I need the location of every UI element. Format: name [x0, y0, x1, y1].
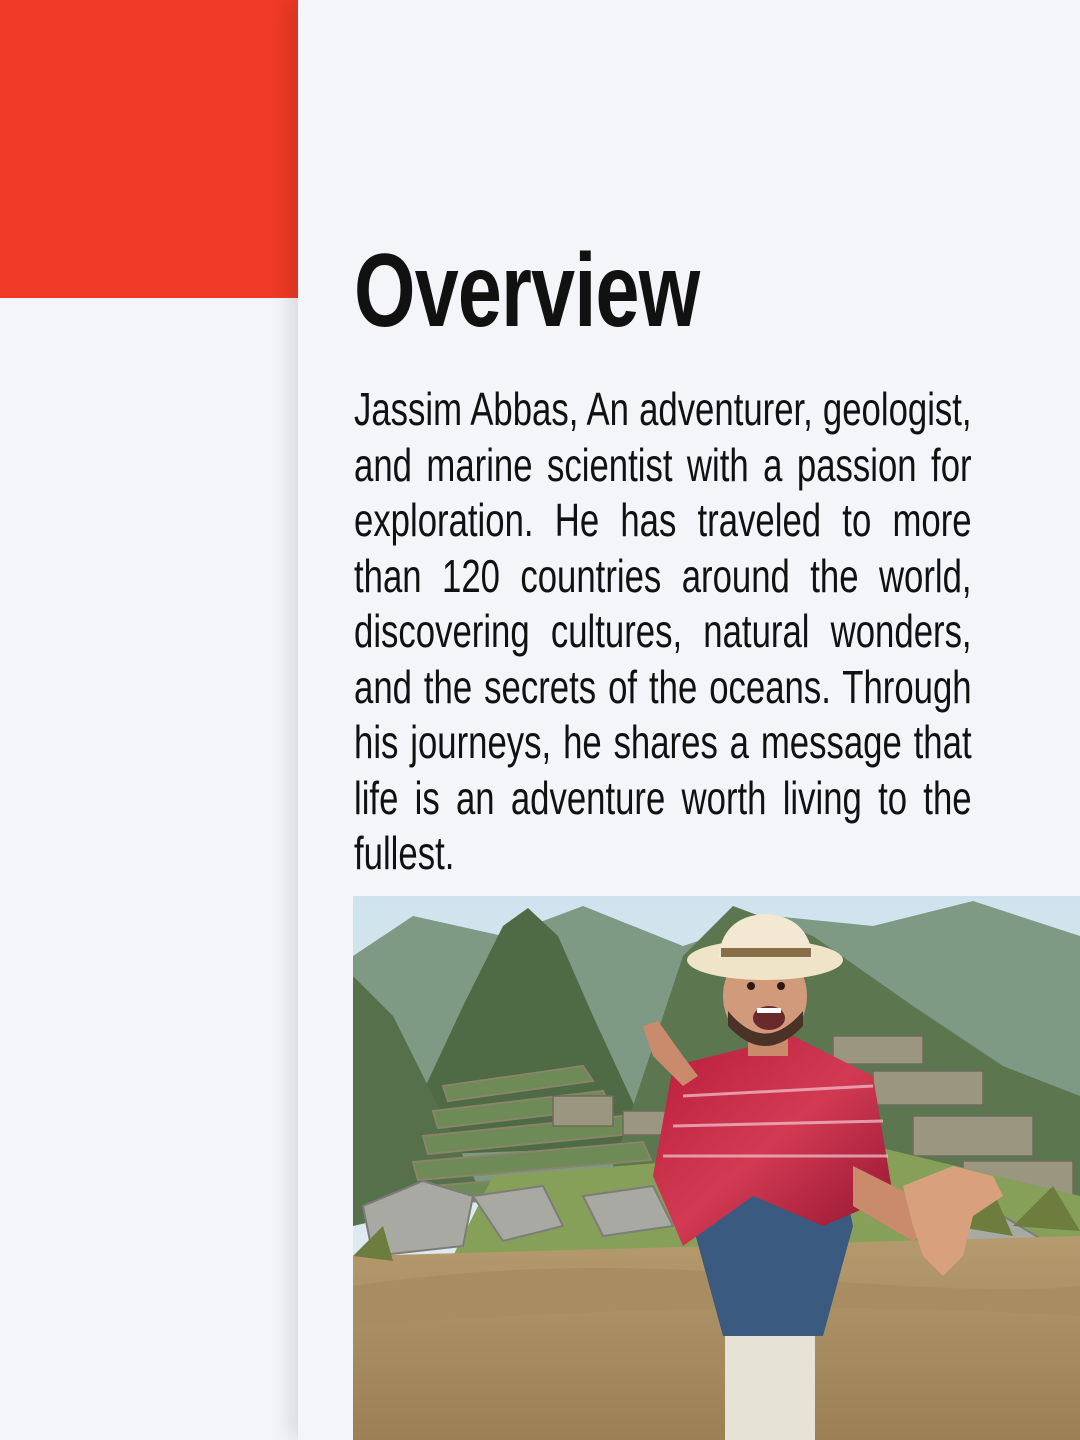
mountain-ruins-traveler-photo — [353, 896, 1080, 1440]
overview-paragraph: Jassim Abbas, An adventurer, geologist, and marine scientist with a passion for exploration. He has traveled to more than 120 countries around the world, discovering cultures, natural wonders, and the secrets of the oceans. Through his journeys, he shares a message that life is an adventure worth living to the fullest. — [354, 383, 972, 879]
accent-block — [0, 0, 298, 298]
page-title: Overview — [354, 233, 700, 349]
traveler-photo — [353, 896, 1080, 1440]
